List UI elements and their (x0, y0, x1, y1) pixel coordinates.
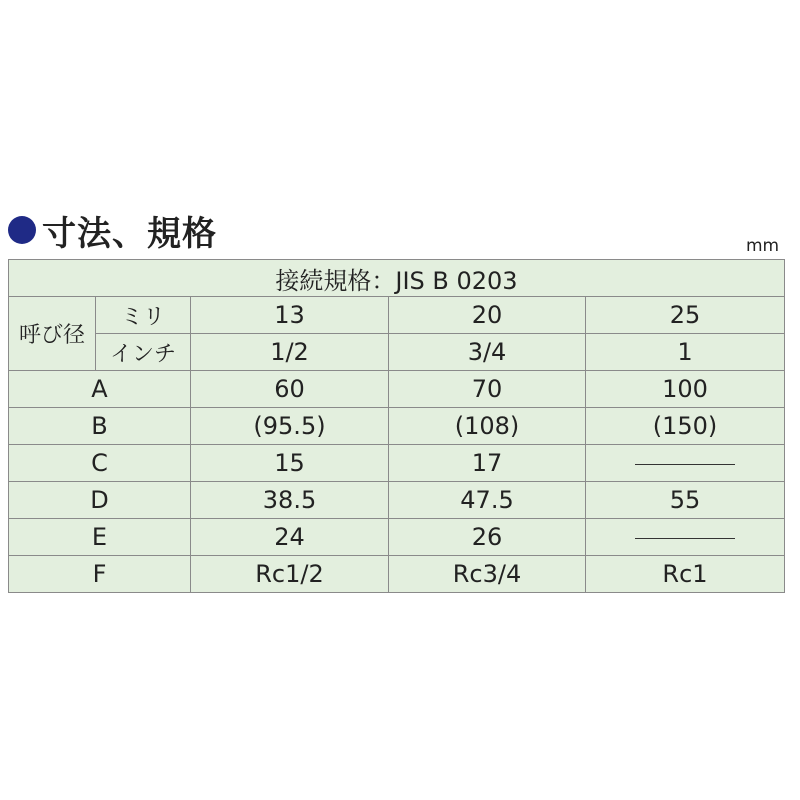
row-label: A (9, 371, 191, 408)
row-label: E (9, 519, 191, 556)
table-cell: (108) (389, 408, 586, 445)
row-label: D (9, 482, 191, 519)
table-cell: 70 (389, 371, 586, 408)
spec-table (8, 259, 785, 593)
table-cell: (95.5) (191, 408, 389, 445)
nominal-label: 呼び径 (9, 297, 96, 371)
table-cell: 1/2 (191, 334, 389, 371)
table-row (9, 445, 785, 482)
heading-title: 寸法、規格 (42, 213, 217, 254)
bullet-icon (8, 216, 36, 244)
row-label: F (9, 556, 191, 593)
table-cell: Rc3/4 (389, 556, 586, 593)
table-cell: (150) (586, 408, 785, 445)
table-cell-dash (586, 519, 785, 556)
table-cell-dash (586, 445, 785, 482)
table-cell: 13 (191, 297, 389, 334)
table-row (9, 482, 785, 519)
standard-header: 接続規格：JIS B 0203 (9, 260, 785, 297)
table-cell: 38.5 (191, 482, 389, 519)
table-cell: 3/4 (389, 334, 586, 371)
table-row (9, 556, 785, 593)
table-cell: 15 (191, 445, 389, 482)
dash-line (635, 538, 735, 539)
unit-label: mm (746, 236, 780, 256)
table-row (9, 371, 785, 408)
inch-label: インチ (96, 334, 191, 371)
section-heading (8, 206, 217, 254)
table-row (9, 334, 785, 371)
table-row (9, 260, 785, 297)
table-cell: 24 (191, 519, 389, 556)
table-cell: 1 (586, 334, 785, 371)
table-cell: 26 (389, 519, 586, 556)
dash-line (635, 464, 735, 465)
table-row (9, 408, 785, 445)
table-cell: 100 (586, 371, 785, 408)
table-cell: 20 (389, 297, 586, 334)
table-cell: 25 (586, 297, 785, 334)
table-row (9, 519, 785, 556)
table-cell: 55 (586, 482, 785, 519)
table-cell: 17 (389, 445, 586, 482)
row-label: C (9, 445, 191, 482)
table-cell: Rc1 (586, 556, 785, 593)
table-cell: Rc1/2 (191, 556, 389, 593)
table-row (9, 297, 785, 334)
table-cell: 60 (191, 371, 389, 408)
row-label: B (9, 408, 191, 445)
mm-label: ミリ (96, 297, 191, 334)
table-cell: 47.5 (389, 482, 586, 519)
